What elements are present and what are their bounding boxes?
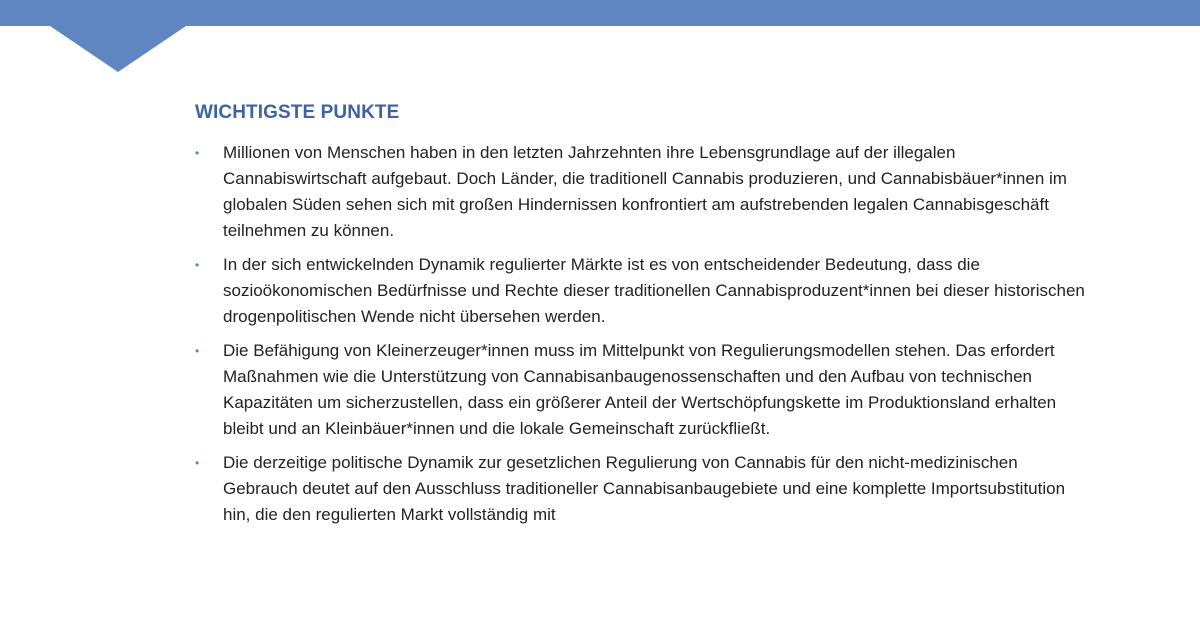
key-points-list bbox=[195, 140, 1095, 528]
list-item bbox=[195, 140, 1093, 244]
point-text: Die Befähigung von Kleinerzeuger*innen muss im Mittelpunkt von Regulierungsmodellen stehen. Das erfordert Maßnahmen wie die Unterstützung von Cannabisanbaugenossenschaften und den Aufbau von technischen Kapazitäten um sicherzustellen, dass ein größerer Anteil der Wertschöpfungskette im Produktionsland erhalten bleibt und an Kleinbäuer*innen und die lokale Gemeinschaft zurückfließt. bbox=[223, 341, 1057, 438]
header-tab-arrow bbox=[50, 26, 186, 72]
point-text: Die derzeitige politische Dynamik zur gesetzlichen Regulierung von Cannabis für den nicht-medizinischen Gebrauch deutet auf den Ausschluss traditioneller Cannabisanbaugebiete und eine komplette Importsubstitution hin, die den regulierten Markt vollständig mit bbox=[223, 453, 1066, 524]
section-heading: WICHTIGSTE PUNKTE bbox=[195, 102, 400, 123]
point-text: In der sich entwickelnden Dynamik regulierter Märkte ist es von entscheidender Bedeutung, dass die sozioökonomischen Bedürfnisse und Rechte dieser traditionellen Cannabisproduzent*innen bei dieser historischen drogenpolitischen Wende nicht übersehen werden. bbox=[223, 255, 1085, 326]
bullet-icon: • bbox=[195, 258, 200, 272]
list-item bbox=[195, 252, 1093, 330]
list-item bbox=[195, 450, 1093, 528]
bullet-icon: • bbox=[195, 344, 200, 358]
point-text: Millionen von Menschen haben in den letzten Jahrzehnten ihre Lebensgrundlage auf der illegalen Cannabiswirtschaft aufgebaut. Doch Länder, die traditionell Cannabis produzieren, und Cannabisbäuer*innen im globalen Süden sehen sich mit großen Hindernissen konfrontiert am aufstrebenden legalen Cannabisgeschäft teilnehmen zu können. bbox=[223, 143, 1067, 240]
header-band bbox=[0, 0, 1200, 26]
bullet-icon: • bbox=[195, 456, 200, 470]
list-item bbox=[195, 338, 1093, 442]
bullet-icon: • bbox=[195, 146, 200, 160]
key-points-section bbox=[195, 100, 1095, 536]
